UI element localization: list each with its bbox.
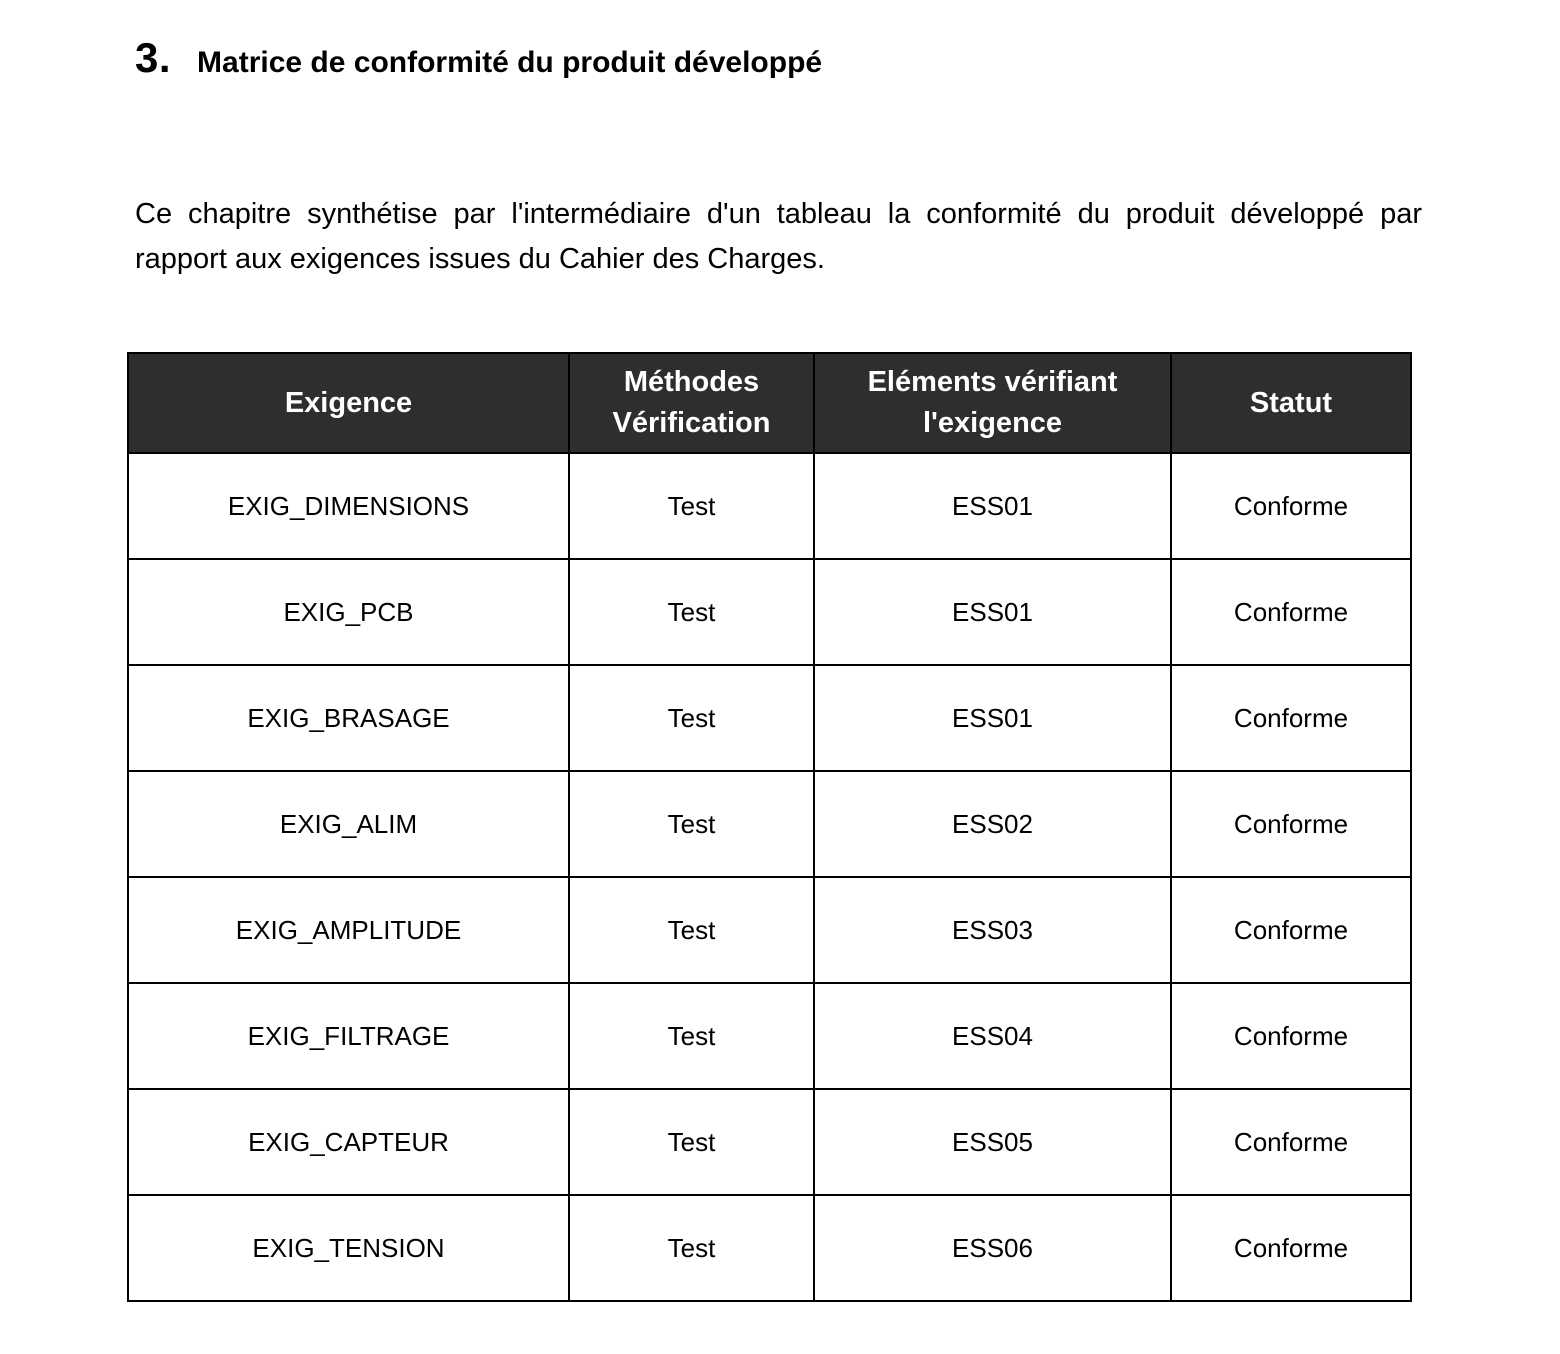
table-cell: EXIG_AMPLITUDE [128,877,569,983]
table-cell: ESS04 [814,983,1171,1089]
section-number: 3. [135,34,172,81]
column-header-statut: Statut [1171,353,1411,453]
column-header-elements-verifiant: Eléments vérifiant l'exigence [814,353,1171,453]
table-cell: EXIG_FILTRAGE [128,983,569,1089]
table-cell: Test [569,665,814,771]
table-cell: EXIG_ALIM [128,771,569,877]
table-cell: Conforme [1171,559,1411,665]
table-cell: Test [569,453,814,559]
table-cell: EXIG_PCB [128,559,569,665]
table-cell: EXIG_CAPTEUR [128,1089,569,1195]
table-cell: Test [569,983,814,1089]
table-cell: EXIG_TENSION [128,1195,569,1301]
table-body [128,453,1411,1301]
column-header-methodes-verification: Méthodes Vérification [569,353,814,453]
table-cell: ESS05 [814,1089,1171,1195]
column-header-exigence: Exigence [128,353,569,453]
table-cell: EXIG_DIMENSIONS [128,453,569,559]
table-cell: Conforme [1171,877,1411,983]
table-row [128,1089,1411,1195]
table-cell: Conforme [1171,1089,1411,1195]
table-cell: Test [569,877,814,983]
table-cell: Test [569,559,814,665]
table-row [128,559,1411,665]
table-cell: Conforme [1171,983,1411,1089]
table-cell: ESS01 [814,559,1171,665]
table-cell: ESS01 [814,453,1171,559]
table-cell: ESS01 [814,665,1171,771]
table-cell: Test [569,1089,814,1195]
table-cell: Test [569,1195,814,1301]
table-row [128,453,1411,559]
table-cell: ESS02 [814,771,1171,877]
table-cell: Test [569,771,814,877]
table-cell: ESS06 [814,1195,1171,1301]
table-row [128,665,1411,771]
table-cell: Conforme [1171,1195,1411,1301]
table-cell: Conforme [1171,665,1411,771]
intro-paragraph: Ce chapitre synthétise par l'intermédiaire d'un tableau la conformité du produit développé par rapport aux exigences issues du Cahier des Charges. [135,198,1422,275]
table-row [128,983,1411,1089]
table-row [128,1195,1411,1301]
table-cell: Conforme [1171,771,1411,877]
table-row [128,877,1411,983]
section-title: Matrice de conformité du produit développé [197,46,823,79]
table-header-row [128,353,1411,453]
section-heading [135,34,822,82]
table-cell: Conforme [1171,453,1411,559]
table-cell: EXIG_BRASAGE [128,665,569,771]
table-row [128,771,1411,877]
compliance-matrix-table [127,352,1412,1302]
table-cell: ESS03 [814,877,1171,983]
